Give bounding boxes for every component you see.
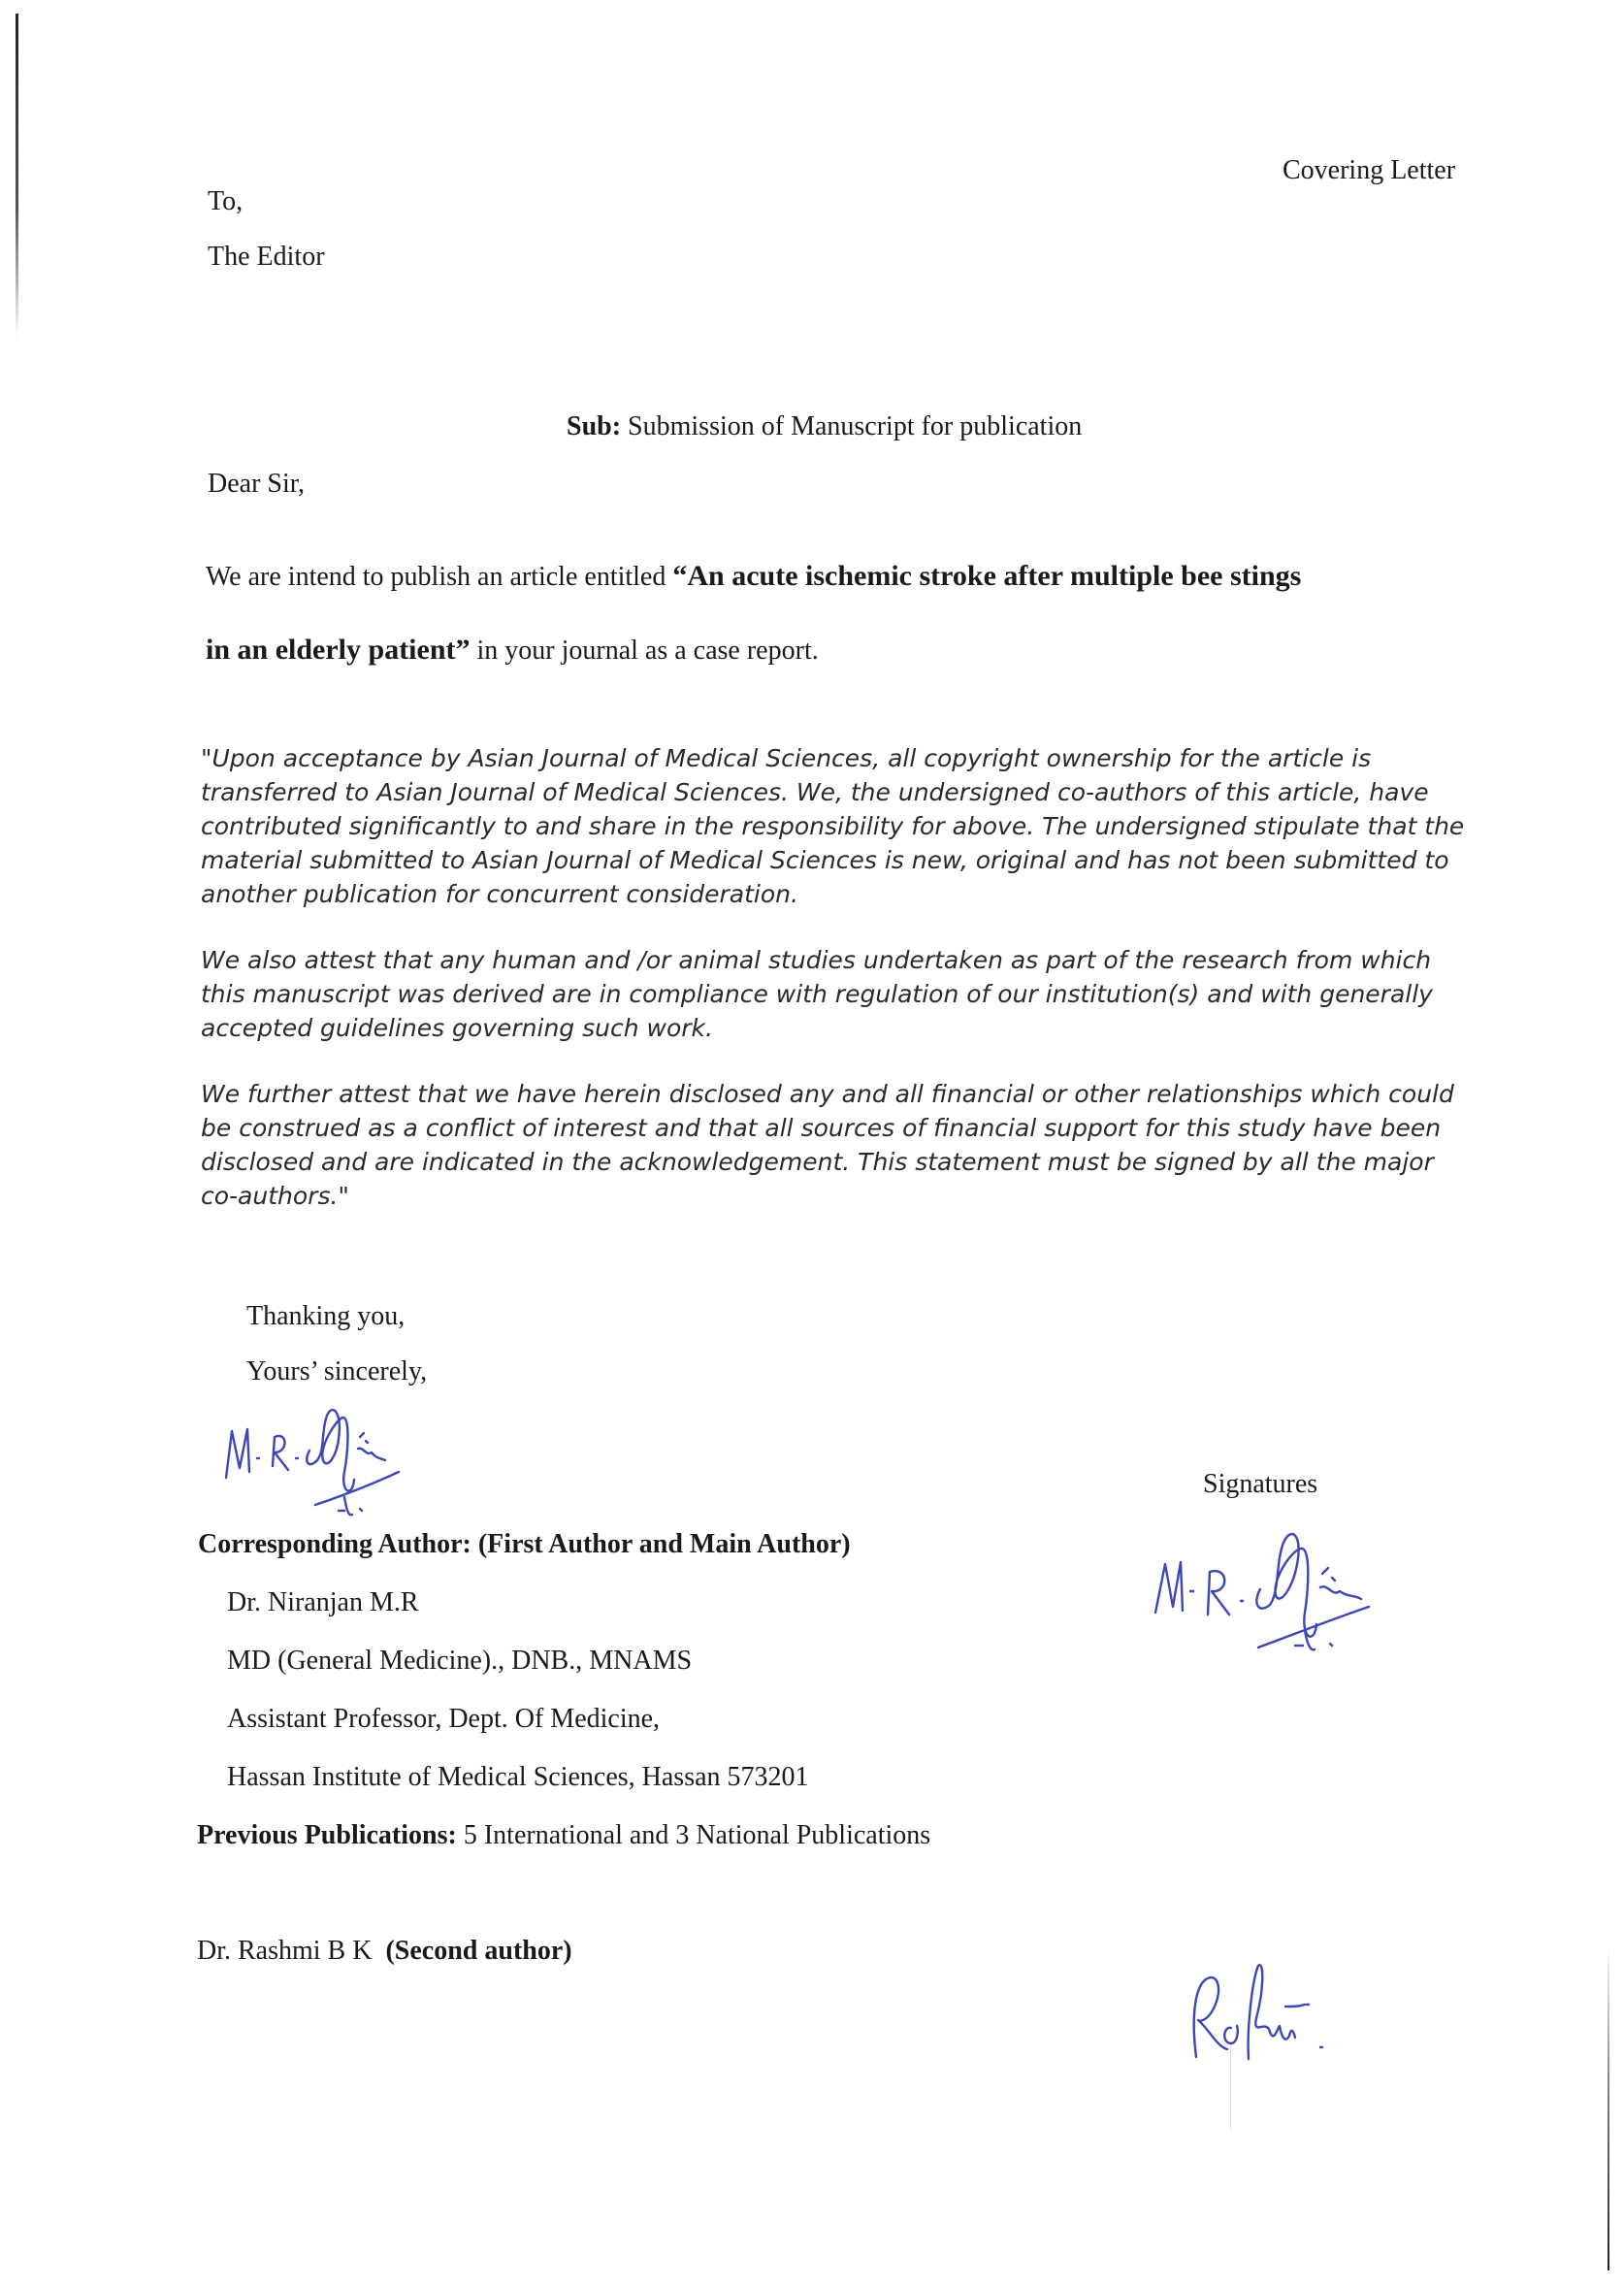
author-position: Assistant Professor, Dept. Of Medicine, [227,1704,661,1734]
previous-publications-label: Previous Publications: [197,1820,457,1850]
signature-niranjan-left [218,1402,490,1528]
corresponding-author-heading: Corresponding Author: (First Author and Main Author) [198,1529,851,1559]
declaration-paragraph-1: "Upon acceptance by Asian Journal of Medical Sciences, all copyright ownership for the article is transferred to Asian Journal of Medical Sciences. We, the undersigned co-authors of this article, have contributed significantly to and share in the responsibility for above. The undersigned stipulate that the material submitted to Asian Journal of Medical Sciences is new, original and has not been submitted to another publication for concurrent consideration. [201,744,1465,908]
recipient-name: The Editor [208,242,325,272]
recipient-to: To, [208,186,244,216]
scan-edge-right [1608,1945,1609,2270]
subject-line [567,411,1082,442]
intro-suffix: in your journal as a case report. [470,636,819,666]
closing-thanks: Thanking you, [246,1301,406,1331]
closing-sign-off: Yours’ sincerely, [246,1356,428,1387]
subject-text: Submission of Manuscript for publication [621,411,1083,441]
article-title-part-2: in an elderly patient” [206,634,471,666]
signature-rashmi [1188,1950,1363,2067]
intro-prefix: We are intend to publish an article entitled [206,562,673,592]
author-name: Dr. Niranjan M.R [227,1587,419,1617]
declaration-paragraph-3: We further attest that we have herein disclosed any and all financial or other relationships which could be construed as a conflict of interest and that all sources of financial support for this study have been disclosed and are indicated in the acknowledgement. This statement must be signed by all the major co-authors." [201,1080,1454,1210]
signature-niranjan-right [1150,1514,1402,1659]
covering-letter-label: Covering Letter [1283,155,1456,185]
second-author-name: Dr. Rashmi B K [197,1936,386,1966]
previous-publications-text: 5 International and 3 National Publications [456,1820,931,1850]
author-institution: Hassan Institute of Medical Sciences, Hassan 573201 [227,1762,809,1792]
scan-edge-left [16,14,18,339]
previous-publications [197,1820,930,1851]
signatures-label: Signatures [1203,1469,1318,1499]
author-qualifications: MD (General Medicine)., DNB., MNAMS [227,1646,693,1676]
second-author-line [197,1936,572,1967]
intro-line-2 [206,634,819,667]
subject-label: Sub: [567,411,622,441]
intro-line-1 [206,560,1301,593]
article-title-part-1: “An acute ischemic stroke after multiple bee stings [672,560,1302,592]
declaration-paragraph-2: We also attest that any human and /or animal studies undertaken as part of the research from which this manuscript was derived are in compliance with regulation of our institution(s) and with generally accepted guidelines governing such work. [201,946,1433,1042]
second-author-role: (Second author) [385,1936,572,1966]
salutation: Dear Sir, [208,469,305,499]
